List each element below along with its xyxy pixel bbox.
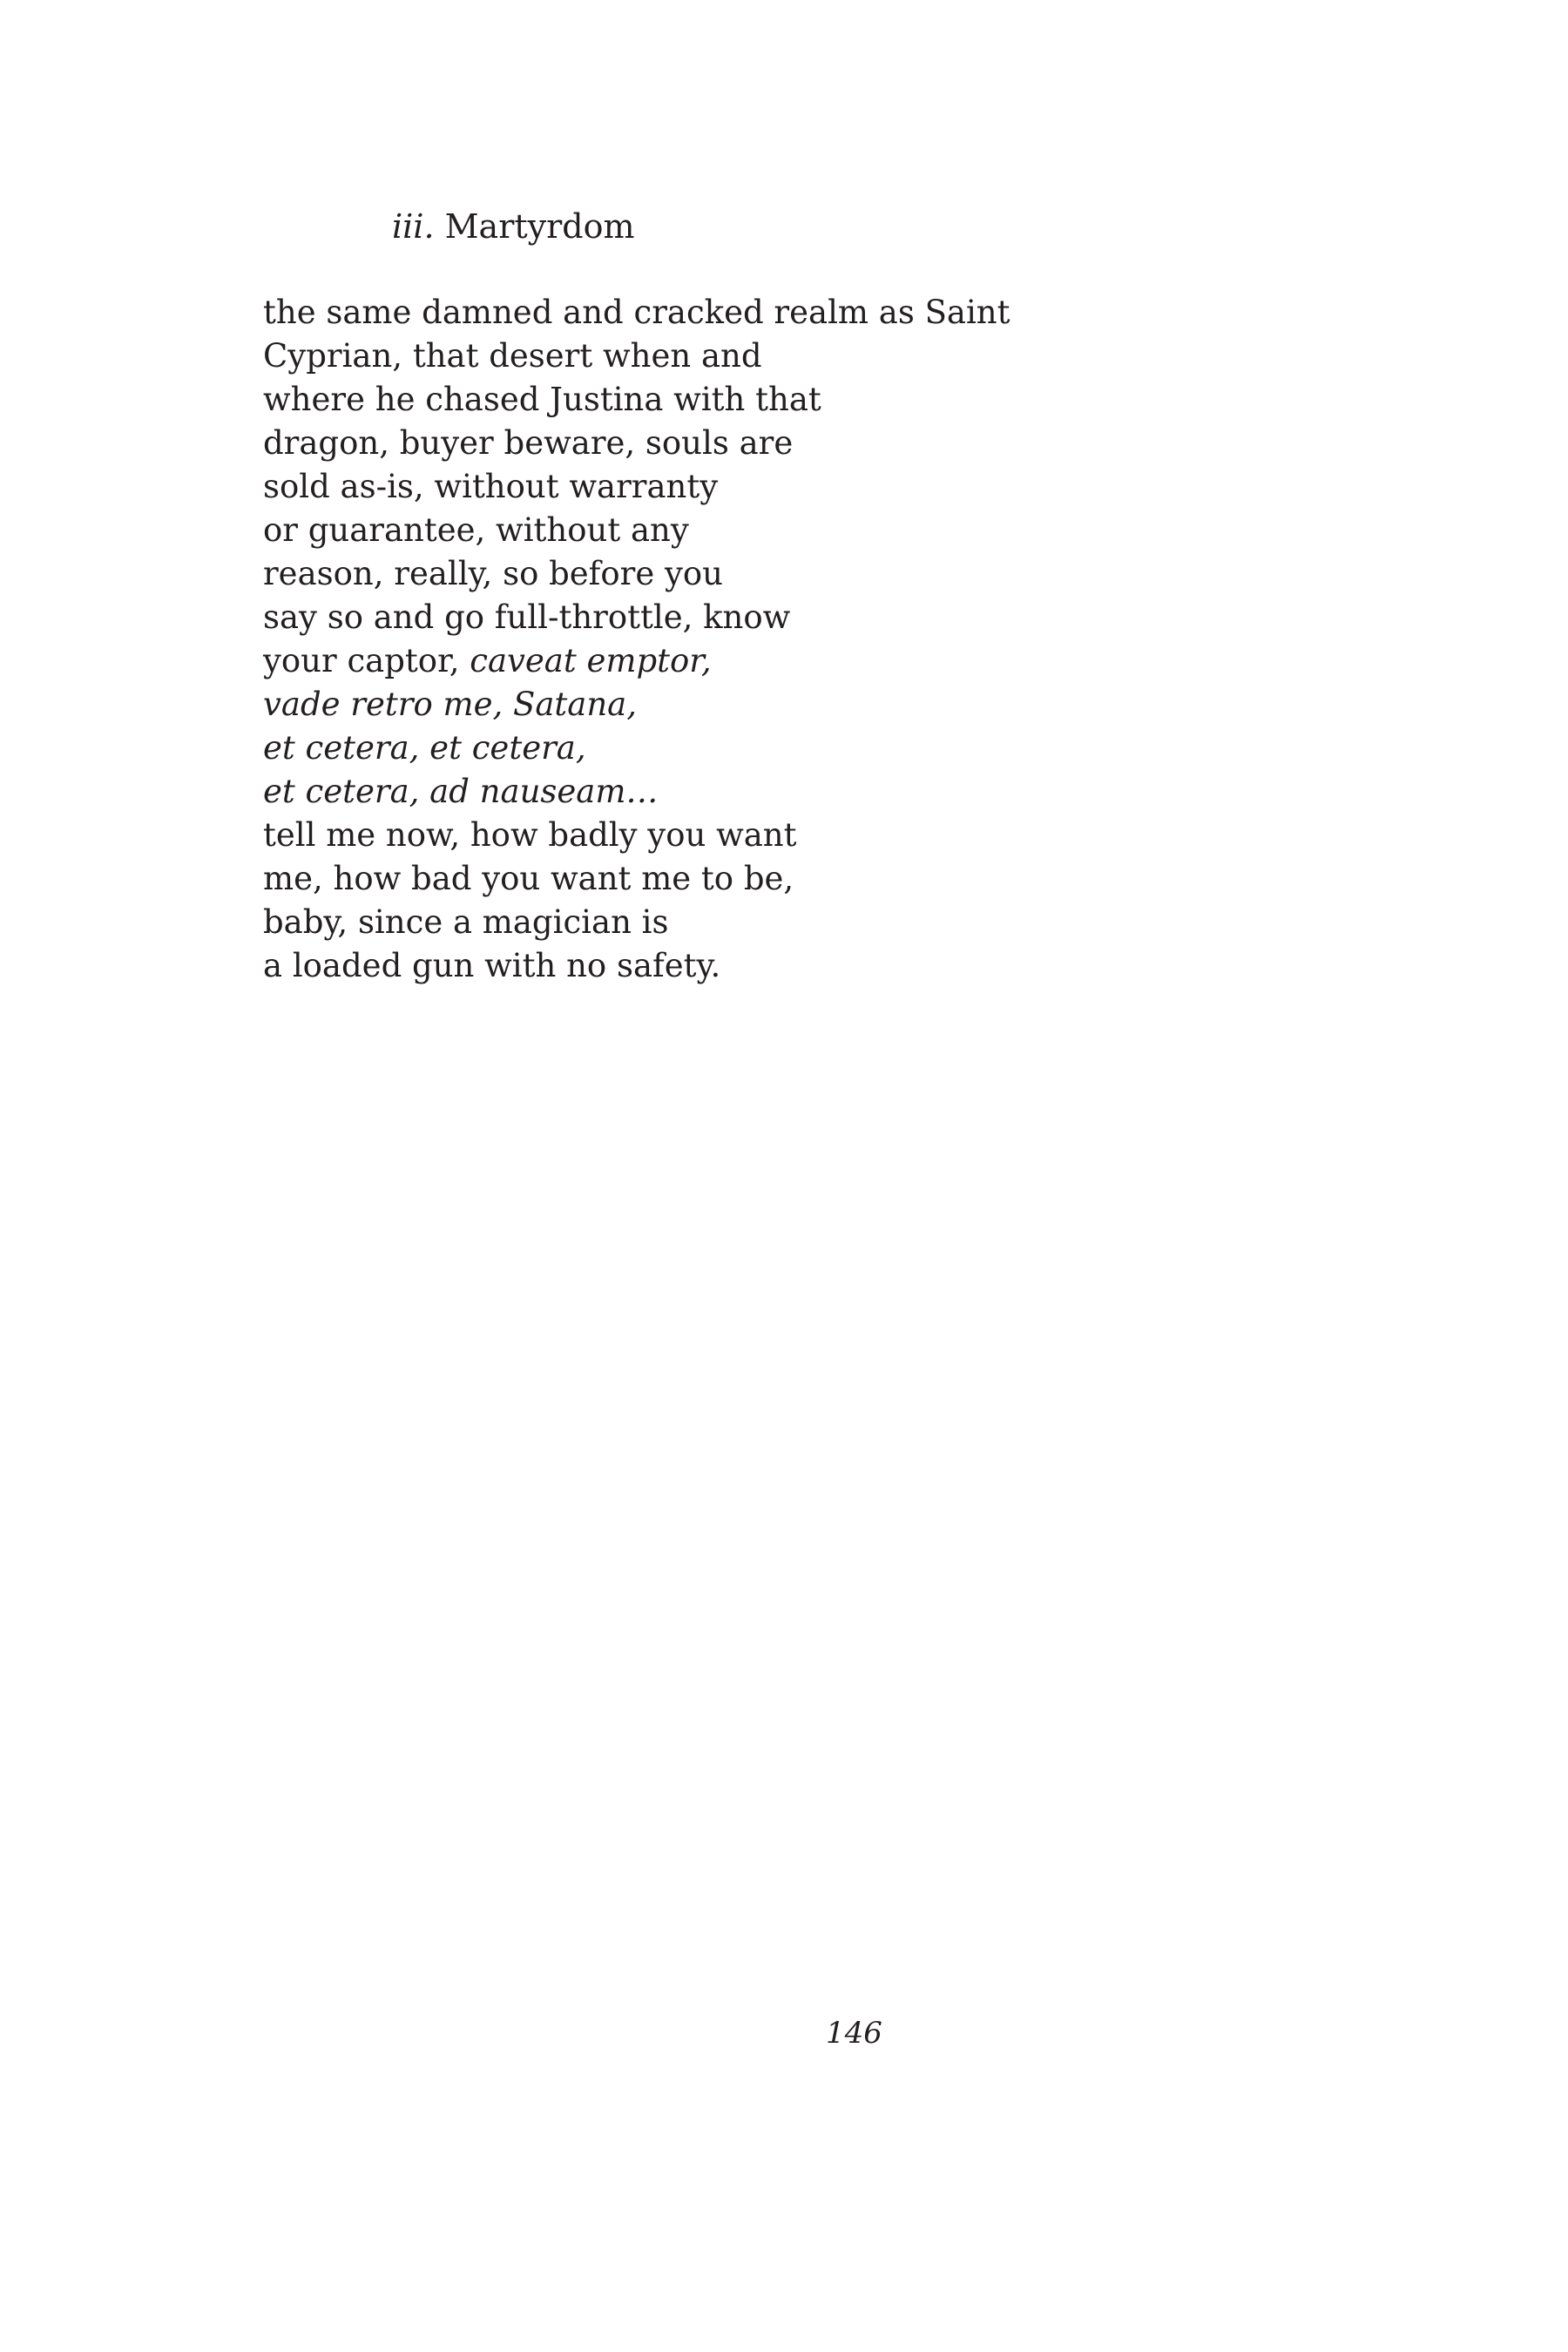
poem-line: baby, since a magician is (263, 903, 669, 941)
poem-line: et cetera, ad nauseam… (263, 773, 659, 810)
poem-body (263, 291, 1010, 988)
poem-line: vade retro me, Satana, (263, 686, 637, 723)
section-numeral: iii. (392, 207, 435, 246)
poem-line: sold as-is, without warranty (263, 468, 719, 505)
poem-line: or guarantee, without any (263, 511, 689, 549)
poem-line: a loaded gun with no safety. (263, 947, 721, 984)
poem-line: your captor, caveat emptor, (263, 642, 712, 679)
poem-line: tell me now, how badly you want (263, 816, 797, 854)
poem-line: the same damned and cracked realm as Saint (263, 294, 1010, 331)
section-title: Martyrdom (444, 207, 635, 246)
poem-line: Cyprian, that desert when and (263, 337, 762, 375)
poem-line: say so and go full-throttle, know (263, 598, 791, 636)
section-heading (392, 205, 635, 248)
page-number: 146 (826, 2016, 882, 2051)
poem-line: me, how bad you want me to be, (263, 860, 794, 897)
poem-line: dragon, buyer beware, souls are (263, 424, 794, 462)
poem-line: where he chased Justina with that (263, 381, 821, 418)
poem-line: reason, really, so before you (263, 555, 724, 592)
poem-line: et cetera, et cetera, (263, 729, 586, 767)
